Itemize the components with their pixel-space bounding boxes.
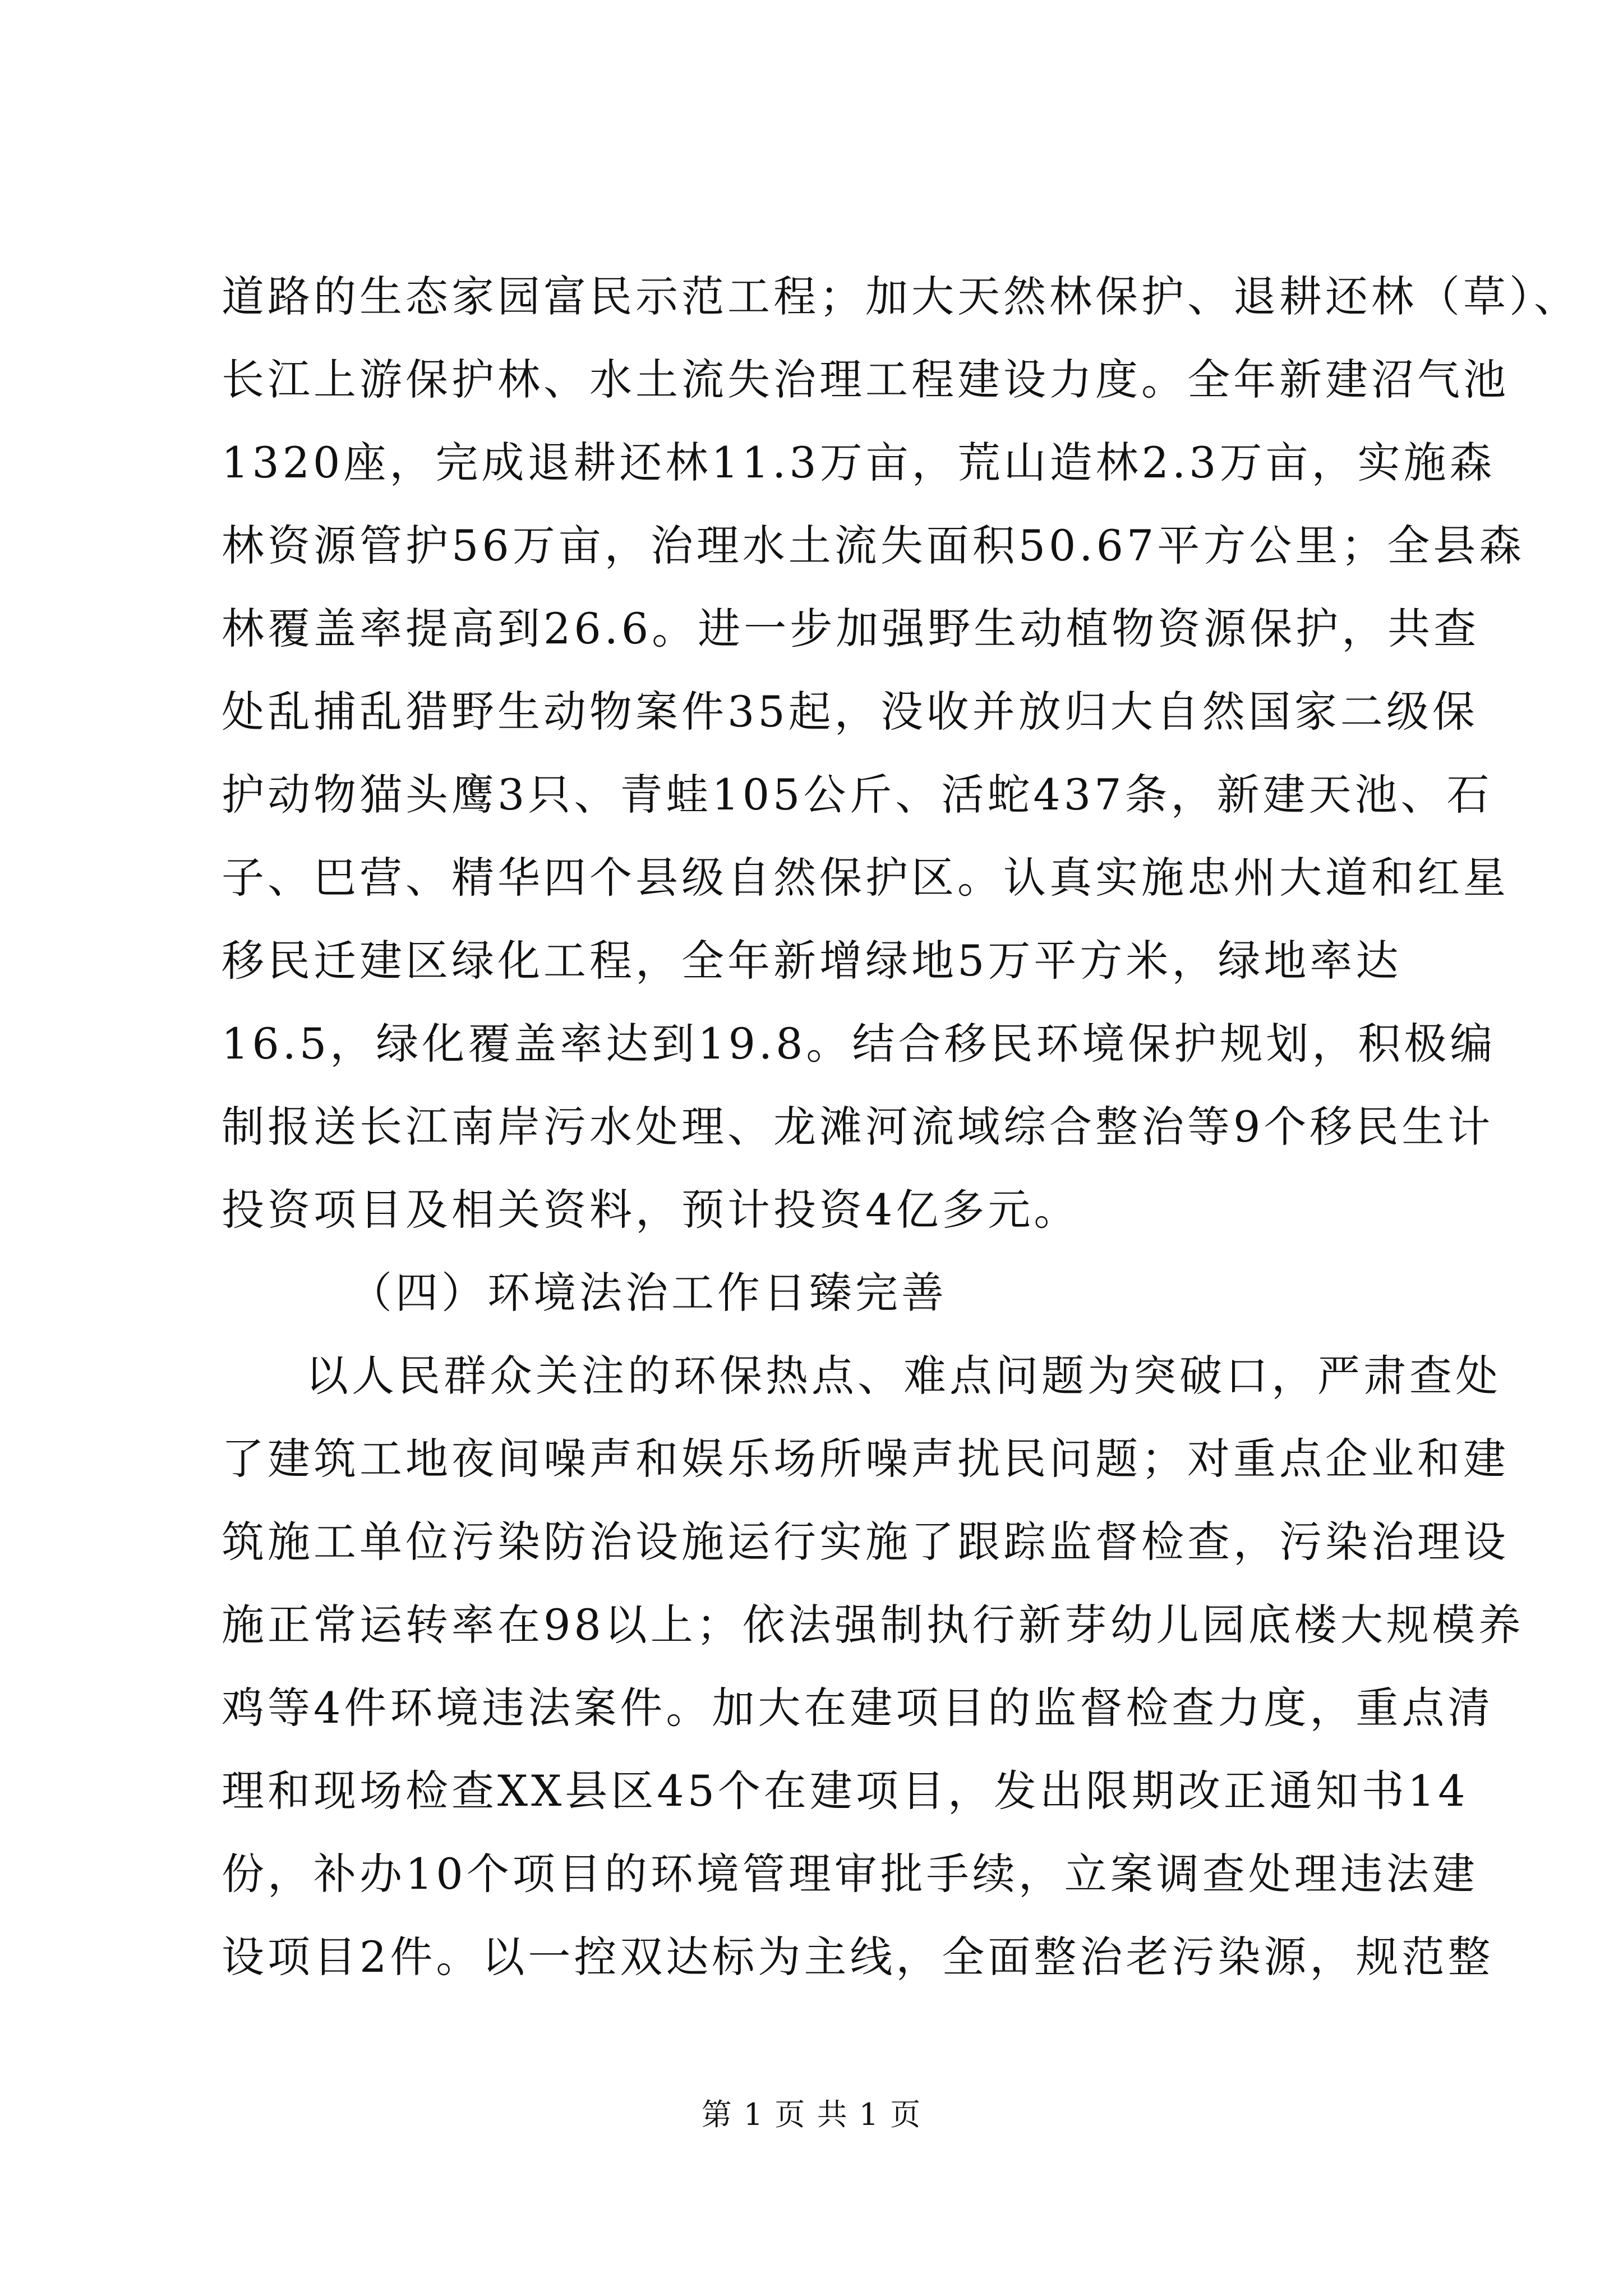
text-line: 鸡等4件环境违法案件。加大在建项目的监督检查力度，重点清 (222, 1683, 1494, 1733)
text-line: 16.5，绿化覆盖率达到19.8。结合移民环境保护规划，积极编 (222, 1019, 1496, 1069)
text-line: 制报送长江南岸污水处理、龙滩河流域综合整治等9个移民生计 (222, 1102, 1494, 1152)
text-line: 1320座，完成退耕还林11.3万亩，荒山造林2.3万亩，实施森 (222, 438, 1496, 487)
text-line: 移民迁建区绿化工程，全年新增绿地5万平方米，绿地率达 (222, 936, 1402, 986)
text-line: 护动物猫头鹰3只、青蛙105公斤、活蛇437条，新建天池、石 (222, 770, 1493, 820)
text-line: 筑施工单位污染防治设施运行实施了跟踪监督检查，污染治理设 (222, 1517, 1509, 1567)
text-line: 了建筑工地夜间噪声和娱乐场所噪声扰民问题；对重点企业和建 (222, 1434, 1509, 1484)
section-heading: （四）环境法治工作日臻完善 (349, 1268, 947, 1318)
text-line: 投资项目及相关资料，预计投资4亿多元。 (222, 1185, 1080, 1235)
document-body (222, 255, 1580, 1999)
text-line: 道路的生态家园富民示范工程；加大天然林保护、退耕还林（草）、 (222, 272, 1580, 321)
text-line: 处乱捕乱猎野生动物案件35起，没收并放归大自然国家二级保 (222, 687, 1478, 737)
page-footer (0, 2092, 1623, 2137)
text-line: 长江上游保护林、水土流失治理工程建设力度。全年新建沼气池 (222, 355, 1509, 404)
text-line: 设项目2件。以一控双达标为主线，全面整治老污染源，规范整 (222, 1932, 1494, 1982)
text-line: 以人民群众关注的环保热点、难点问题为突破口，严肃查处 (306, 1351, 1501, 1401)
text-line: 施正常运转率在98以上；依法强制执行新芽幼儿园底楼大规模养 (222, 1600, 1524, 1650)
page-number-label: 第 1 页 共 1 页 (701, 2097, 922, 2132)
text-line: 林覆盖率提高到26.6。进一步加强野生动植物资源保护，共查 (222, 604, 1480, 654)
text-line: 理和现场检查XX县区45个在建项目，发出限期改正通知书14 (222, 1766, 1469, 1816)
text-line: 林资源管护56万亩，治理水土流失面积50.67平方公里；全县森 (222, 521, 1525, 570)
text-line: 子、巴营、精华四个县级自然保护区。认真实施忠州大道和红星 (222, 853, 1509, 903)
text-line: 份，补办10个项目的环境管理审批手续，立案调查处理违法建 (222, 1849, 1478, 1899)
